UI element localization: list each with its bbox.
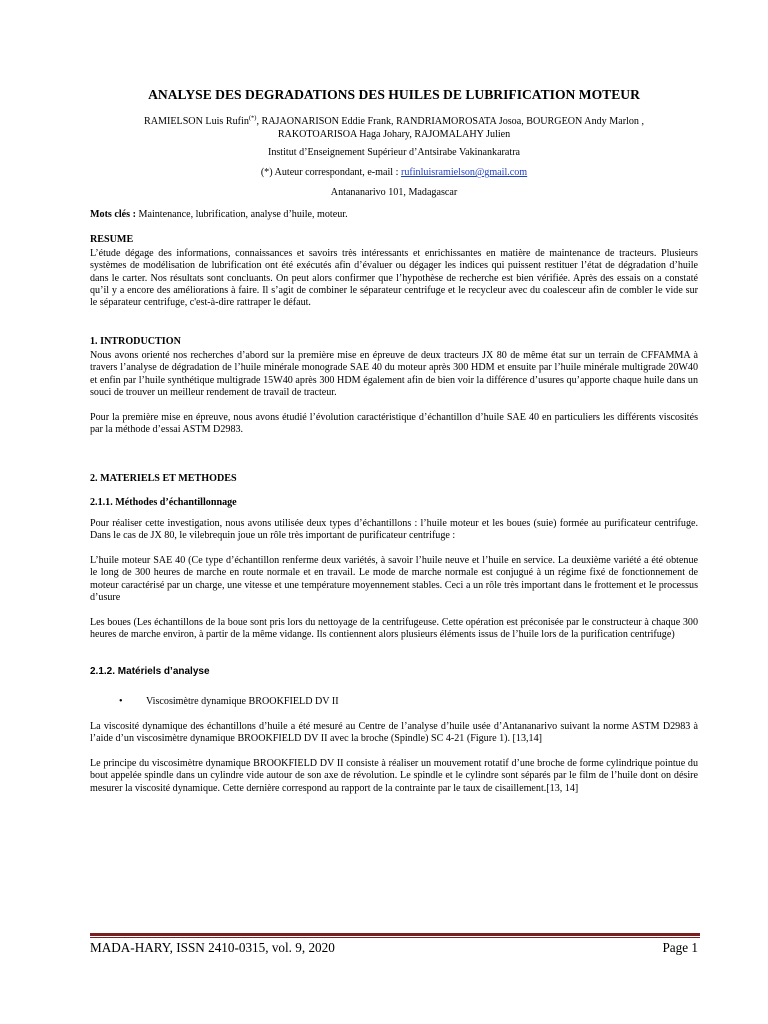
bullet-list-item <box>119 696 339 707</box>
introduction-paragraph-1: Nous avons orienté nos recherches d’abord sur la première mise en épreuve de deux tracteurs JX 80 de même état sur un terrain de CFFAMMA à travers l’analyse de dégradation de l’huile minérale monograde SAE 40 du moteur après 300 HDM et ensuite par l’huile minérale multigrade 20W40 et enfin par l’huile synthétique multigrade 15W40 après 300 HDM également afin de bien voir la différence d’usures qu’apporte chaque huile dans un souci de trouver un meilleur rendement de travail de tracteur. <box>90 350 698 398</box>
footer-rule-thick <box>90 933 700 936</box>
analysis-subheading: 2.1.2. Matériels d’analyse <box>90 666 210 677</box>
address: Antananarivo 101, Madagascar <box>330 187 458 198</box>
author-list <box>110 116 678 141</box>
sampling-paragraph-1: Pour réaliser cette investigation, nous avons utilisée deux types d’échantillons : l’huile moteur et les boues (suie) formée au purificateur centrifuge. Dans le cas de JX 80, le vilebrequin joue un rôle très important de purificateur centrifuge : <box>90 518 698 542</box>
corresponding-mark: (*) <box>248 114 257 122</box>
footer-journal: MADA-HARY, ISSN 2410-0315, vol. 9, 2020 <box>90 940 335 955</box>
keywords-label: Mots clés : <box>90 209 136 220</box>
sampling-paragraph-3: Les boues (Les échantillons de la boue sont pris lors du nettoyage de la centrifugeuse. Cette opération est préconisée par le constructeur à chaque 300 heures de marche environ, à partir de la même vidange. Ils contiennent alors plusieurs éléments issus de l’huile lors de la purification centrifuge) <box>90 617 698 641</box>
keywords <box>90 209 698 221</box>
footer-page-number: Page 1 <box>662 940 698 955</box>
email-link[interactable]: rufinluisramielson@gmail.com <box>400 167 528 178</box>
footer-rule-thin <box>90 937 700 938</box>
bullet-symbol: • <box>119 696 123 707</box>
introduction-heading: 1. INTRODUCTION <box>90 336 181 347</box>
author-line1-start: RAMIELSON Luis Rufin <box>144 116 249 127</box>
introduction-paragraph-2: Pour la première mise en épreuve, nous avons étudié l’évolution caractéristique d’échantillon d’huile SAE 40 en particuliers les différents viscosités par la méthode d’essai ASTM D2983. <box>90 412 698 436</box>
bullet-text: Viscosimètre dynamique BROOKFIELD DV II <box>146 696 339 707</box>
methods-heading: 2. MATERIELS ET METHODES <box>90 473 237 484</box>
resume-text: L’étude dégage des informations, connaissances et savoirs très intéressants et enrichissantes en matière de maintenance de tracteurs. Plusieurs systèmes de modélisation de lubrification ont été exécutés afin d’évaluer ou dégager les indices qui puissent restituer l’état de dégradation d’huile dans le carter. Nos résultats sont concluants. On peut alors confirmer que l’hypothèse de recherche est bien vérifiée. Après des essais on a constaté qu’il y a encore des améliorations à faire. Il s’agit de combiner le séparateur centrifuge et le recycleur avec du coalesceur afin de combler le vide sur le séparateur centrifuge, c'est-à-dire rattraper le défaut. <box>90 248 698 309</box>
paper-title: ANALYSE DES DEGRADATIONS DES HUILES DE LUBRIFICATION MOTEUR <box>148 87 640 102</box>
institution: Institut d’Enseignement Supérieur d’Antsirabe Vakinankaratra <box>267 147 521 158</box>
correspondent-label: (*) Auteur correspondant, e-mail : <box>260 167 401 178</box>
author-line1-end: , RAJAONARISON Eddie Frank, RANDRIAMOROSATA Josoa, BOURGEON Andy Marlon , <box>256 116 644 127</box>
analysis-paragraph-1: La viscosité dynamique des échantillons d’huile a été mesuré au Centre de l’analyse d’huile usée d’Antananarivo suivant la norme ASTM D2983 à l’aide d’un viscosimètre dynamique BROOKFIELD DV II avec la broche (Spindle) SC 4-21 (Figure 1). [13,14] <box>90 721 698 745</box>
sampling-paragraph-2: L’huile moteur SAE 40 (Ce type d’échantillon renferme deux variétés, à savoir l’huile neuve et l’huile en service. La deuxième variété a été obtenue le long de 300 heures de marche en route normale et en travail. Le mode de marche normale est conjugué à un régime fixé de fonctionnement de moteur caractérisé par un charge, une vitesse et une température moyennement stables. Ceci a un rôle très important dans le frottement et le processus d’usure <box>90 555 698 603</box>
resume-heading: RESUME <box>90 234 134 245</box>
sampling-subheading: 2.1.1. Méthodes d’échantillonnage <box>90 497 237 508</box>
keywords-text: Maintenance, lubrification, analyse d’huile, moteur. <box>135 209 348 220</box>
correspondent-line <box>90 167 698 179</box>
analysis-paragraph-2: Le principe du viscosimètre dynamique BROOKFIELD DV II consiste à réaliser un mouvement rotatif d’une broche de forme cylindrique pointue du bout appelée spindle dans un cylindre vide autour de son axe de révolution. Le spindle et le cylindre sont séparés par le film de l’huile dont on désire mesurer la viscosité dynamique. Cette dernière correspond au rapport de la contrainte par le taux de cisaillement.[13, 14] <box>90 758 698 794</box>
author-line2: RAKOTOARISOA Haga Johary, RAJOMALAHY Julien <box>277 128 511 140</box>
